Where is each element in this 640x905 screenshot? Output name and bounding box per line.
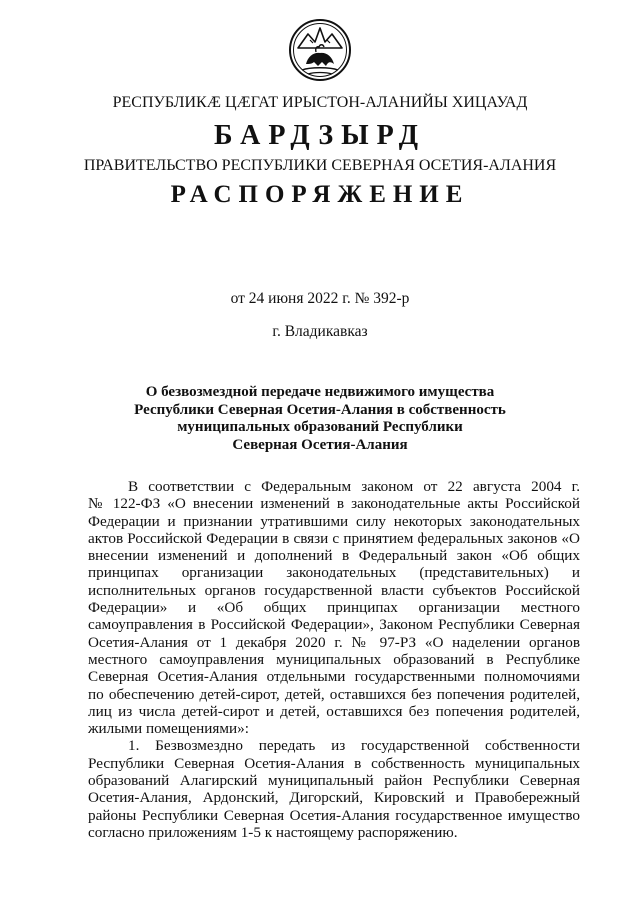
body-line: Северная Осетия-Алания отдельными государственными полномочиями [88, 668, 580, 686]
body-line: 1. Безвозмездно передать из государственной собственности [128, 737, 580, 755]
body-line: лиц из числа детей-сирот и детей, оставшихся без попечения родителей, [88, 702, 580, 720]
body-line: районы Республики Северная Осетия-Алания государственное имущество [88, 806, 580, 824]
document-city: г. Владикавказ [272, 323, 368, 340]
body-line: жилыми помещениями»: [88, 720, 249, 738]
russian-government-name: ПРАВИТЕЛЬСТВО РЕСПУБЛИКИ СЕВЕРНАЯ ОСЕТИЯ-АЛАНИЯ [83, 157, 557, 174]
body-line: актов Российской Федерации в связи с принятием федеральных законов «О [88, 529, 580, 547]
body-line: самоуправления в Российской Федерации», Законом Республики Северная [88, 616, 580, 634]
body-line: принципах организации законодательных (представительных) и [88, 564, 580, 582]
body-line: Федерации и признании утратившими силу некоторых законодательных [88, 512, 580, 530]
body-line: Осетия-Алания от 1 декабря 2020 г. № 97-РЗ «О наделении органов [88, 633, 580, 651]
body-line: по обеспечению детей-сирот, детей, оставшихся без попечения родителей, [88, 685, 580, 703]
body-line: внесении изменений и дополнений в Федеральный закон «Об общих [88, 547, 580, 565]
document-subject [100, 384, 540, 454]
body-line: местного самоуправления муниципальных образований в Республике [88, 650, 580, 668]
preamble-paragraph [88, 478, 580, 737]
document-date-number: от 24 июня 2022 г. № 392-р [230, 290, 410, 307]
subject-line: Республики Северная Осетия-Алания в собственность [134, 401, 506, 418]
subject-line: О безвозмездной передаче недвижимого имущества [145, 384, 495, 400]
body-line: В соответствии с Федеральным законом от 22 августа 2004 г. [128, 478, 580, 495]
item-1-paragraph [88, 737, 580, 841]
ossetian-document-type: БАРДЗЫРД [213, 120, 427, 151]
ossetian-government-name: РЕСПУБЛИКӔ ЦӔГАТ ИРЫСТОН-АЛАНИЙЫ ХИЦАУАД [112, 94, 528, 111]
body-line: Республики Северная Осетия-Алания в собственность муниципальных [88, 754, 580, 772]
subject-line: муниципальных образований Республики [177, 419, 463, 435]
body-line: Осетия-Алания, Ардонский, Дигорский, Кировский и Правобережный [88, 789, 580, 807]
coat-of-arms-icon [288, 18, 352, 82]
subject-line: Северная Осетия-Алания [232, 436, 408, 453]
body-line: Федерации» и «Об общих принципах организации местного [88, 599, 580, 617]
body-line: исполнительных органов государственной власти субъектов Российской [88, 581, 580, 599]
document-body [88, 478, 580, 841]
body-line: № 122-ФЗ «О внесении изменений в законодательные акты Российской [88, 495, 580, 513]
body-line: согласно приложениям 1-5 к настоящему распоряжению. [88, 823, 458, 841]
body-line: образований Алагирский муниципальный район Республики Северная [88, 772, 580, 790]
russian-document-type: РАСПОРЯЖЕНИЕ [170, 181, 470, 208]
